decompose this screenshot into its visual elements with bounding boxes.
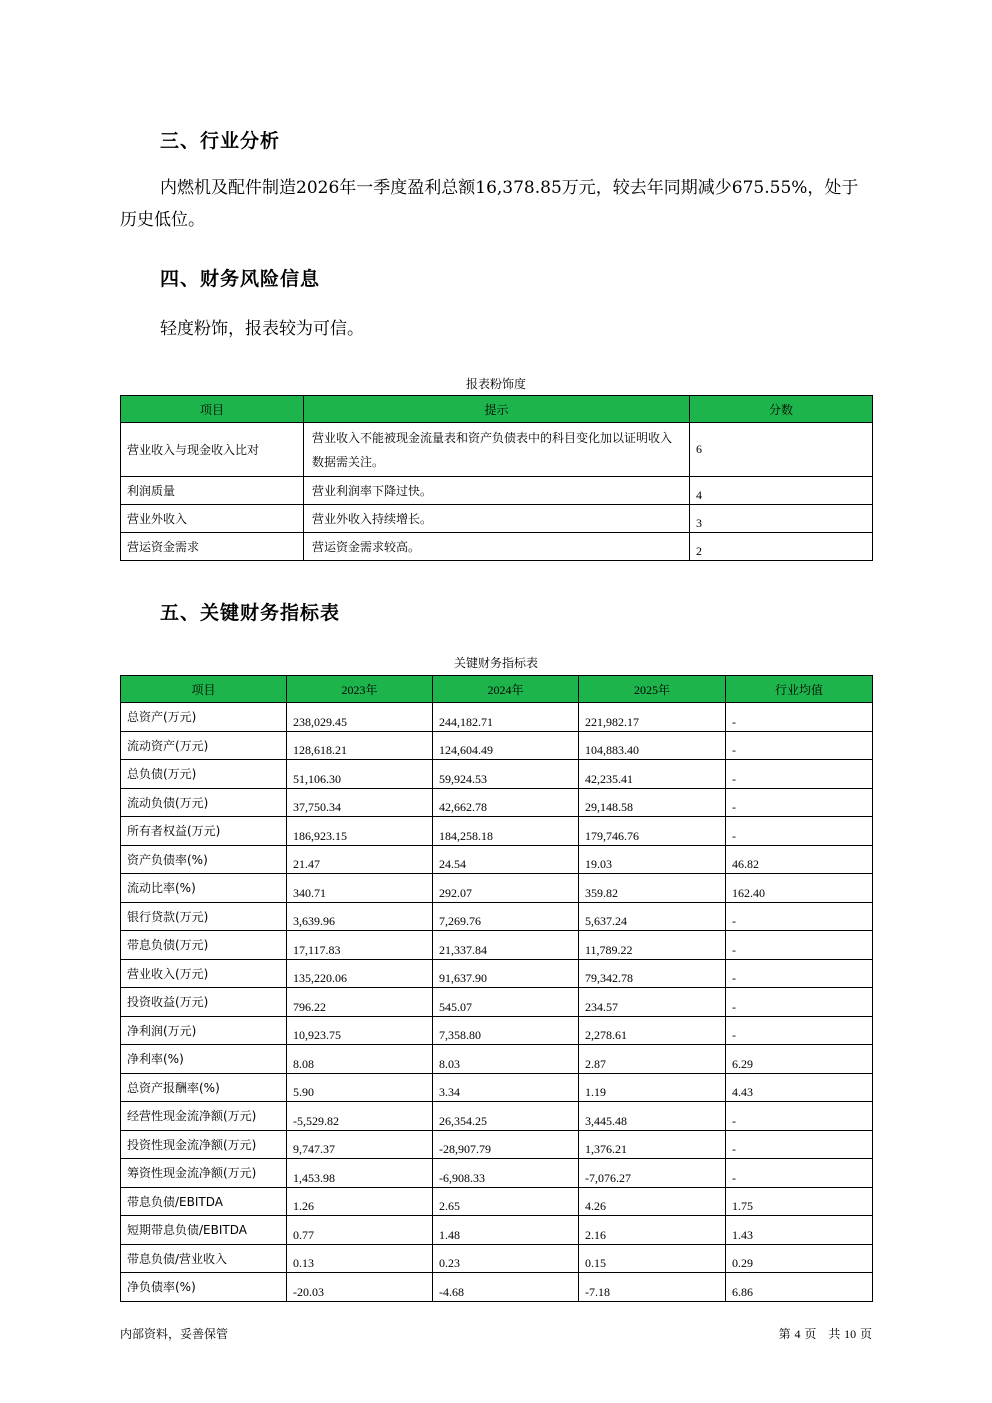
value-cell: -28,907.79 [433,1130,579,1159]
value-cell: 3,445.48 [579,1102,726,1131]
value-cell: 7,358.80 [433,1016,579,1045]
value-cell: 2,278.61 [579,1016,726,1045]
header-cell: 2024年 [433,676,579,703]
section-3-heading: 三、行业分析 [160,130,281,152]
value-cell: 0.13 [287,1244,433,1273]
value-cell: 24.54 [433,845,579,874]
table-row [121,1102,873,1131]
value-cell: 26,354.25 [433,1102,579,1131]
metric-label-cell: 带息负债/EBITDA [121,1187,287,1216]
metric-label-cell: 净利率(%) [121,1045,287,1074]
value-cell: 21,337.84 [433,931,579,960]
header-cell: 行业均值 [726,676,873,703]
metric-label-cell: 营业收入(万元) [121,959,287,988]
value-cell: 1.75 [726,1187,873,1216]
value-cell: 0.29 [726,1244,873,1273]
value-cell: -7.18 [579,1273,726,1302]
risk-table [120,395,873,561]
value-cell: - [726,931,873,960]
value-cell: 7,269.76 [433,902,579,931]
metric-label-cell: 总资产报酬率(%) [121,1073,287,1102]
value-cell: 4.43 [726,1073,873,1102]
value-cell: 4.26 [579,1187,726,1216]
metric-label-cell: 所有者权益(万元) [121,817,287,846]
value-cell: 340.71 [287,874,433,903]
value-cell: 1.26 [287,1187,433,1216]
value-cell: 179,746.76 [579,817,726,846]
value-cell: 0.15 [579,1244,726,1273]
table-row [121,1159,873,1188]
value-cell: 292.07 [433,874,579,903]
value-cell: 1,376.21 [579,1130,726,1159]
score-cell: 6 [690,423,873,477]
metric-label-cell: 总资产(万元) [121,703,287,732]
value-cell: 221,982.17 [579,703,726,732]
value-cell: 79,342.78 [579,959,726,988]
table-row [121,760,873,789]
value-cell: - [726,731,873,760]
page-total: 10 [844,1327,857,1341]
value-cell: 3,639.96 [287,902,433,931]
page-mid: 页 共 [804,1327,841,1341]
section-3-paragraph: 内燃机及配件制造2026年一季度盈利总额16,378.85万元，较去年同期减少675.55%，处于历史低位。 [120,178,859,230]
value-cell: 1.19 [579,1073,726,1102]
metric-label-cell: 净利润(万元) [121,1016,287,1045]
score-cell: 4 [690,477,873,505]
table-row [121,1187,873,1216]
value-cell: 6.86 [726,1273,873,1302]
table-cell: 营运资金需求较高。 [304,533,690,561]
value-cell: 162.40 [726,874,873,903]
value-cell: 2.65 [433,1187,579,1216]
table-cell: 营业外收入持续增长。 [304,505,690,533]
metric-label-cell: 投资性现金流净额(万元) [121,1130,287,1159]
table-row [121,505,873,533]
table-cell: 营业收入不能被现金流量表和资产负债表中的科目变化加以证明收入数据需关注。 [304,423,690,477]
risk-table-caption: 报表粉饰度 [465,377,526,391]
value-cell: - [726,1159,873,1188]
metric-label-cell: 流动资产(万元) [121,731,287,760]
table-row [121,874,873,903]
section-4-paragraph: 轻度粉饰，报表较为可信。 [160,319,364,339]
header-cell: 2025年 [579,676,726,703]
table-row [121,817,873,846]
risk-table-header [121,396,873,423]
table-row [121,731,873,760]
table-row [121,788,873,817]
metric-label-cell: 流动比率(%) [121,874,287,903]
value-cell: 545.07 [433,988,579,1017]
value-cell: 37,750.34 [287,788,433,817]
value-cell: 1.43 [726,1216,873,1245]
score-cell: 3 [690,505,873,533]
page-suffix: 页 [859,1327,872,1341]
value-cell: 21.47 [287,845,433,874]
value-cell: 42,662.78 [433,788,579,817]
table-cell: 营业收入与现金收入比对 [121,423,304,477]
table-row [121,1244,873,1273]
value-cell: 3.34 [433,1073,579,1102]
value-cell: 1,453.98 [287,1159,433,1188]
metric-label-cell: 带息负债(万元) [121,931,287,960]
table-row [121,959,873,988]
metric-label-cell: 带息负债/营业收入 [121,1244,287,1273]
header-cell: 分数 [690,396,873,423]
value-cell: 6.29 [726,1045,873,1074]
table-row [121,1073,873,1102]
table-cell: 营业利润率下降过快。 [304,477,690,505]
table-row [121,988,873,1017]
kpi-table-header [121,676,873,703]
value-cell: 5,637.24 [579,902,726,931]
value-cell: - [726,760,873,789]
value-cell: 8.08 [287,1045,433,1074]
table-row [121,931,873,960]
value-cell: 238,029.45 [287,703,433,732]
value-cell: -6,908.33 [433,1159,579,1188]
value-cell: 124,604.49 [433,731,579,760]
value-cell: - [726,902,873,931]
value-cell: 46.82 [726,845,873,874]
table-row [121,477,873,505]
value-cell: 359.82 [579,874,726,903]
kpi-table-caption: 关键财务指标表 [453,656,538,670]
page-current: 4 [794,1327,801,1341]
value-cell: -5,529.82 [287,1102,433,1131]
section-4-heading: 四、财务风险信息 [160,268,321,290]
value-cell: -4.68 [433,1273,579,1302]
table-row [121,1130,873,1159]
table-row [121,902,873,931]
score-cell: 2 [690,533,873,561]
header-cell: 2023年 [287,676,433,703]
metric-label-cell: 筹资性现金流净额(万元) [121,1159,287,1188]
section-5-heading: 五、关键财务指标表 [160,602,341,624]
value-cell: 184,258.18 [433,817,579,846]
value-cell: - [726,1016,873,1045]
footer-page-number [779,1325,872,1342]
value-cell: 19.03 [579,845,726,874]
value-cell: 91,637.90 [433,959,579,988]
value-cell: 244,182.71 [433,703,579,732]
value-cell: 10,923.75 [287,1016,433,1045]
metric-label-cell: 银行贷款(万元) [121,902,287,931]
metric-label-cell: 投资收益(万元) [121,988,287,1017]
value-cell: - [726,817,873,846]
value-cell: - [726,703,873,732]
value-cell: 0.77 [287,1216,433,1245]
value-cell: 51,106.30 [287,760,433,789]
table-row [121,423,873,477]
page-prefix: 第 [778,1327,791,1341]
value-cell: 0.23 [433,1244,579,1273]
value-cell: - [726,1130,873,1159]
footer-confidential-note: 内部资料，妥善保管 [120,1327,229,1341]
metric-label-cell: 经营性现金流净额(万元) [121,1102,287,1131]
value-cell: 104,883.40 [579,731,726,760]
table-row [121,703,873,732]
value-cell: - [726,788,873,817]
table-row [121,845,873,874]
metric-label-cell: 资产负债率(%) [121,845,287,874]
value-cell: 2.87 [579,1045,726,1074]
metric-label-cell: 短期带息负债/EBITDA [121,1216,287,1245]
value-cell: 234.57 [579,988,726,1017]
table-row [121,533,873,561]
value-cell: 9,747.37 [287,1130,433,1159]
value-cell: 128,618.21 [287,731,433,760]
value-cell: 59,924.53 [433,760,579,789]
table-cell: 利润质量 [121,477,304,505]
table-cell: 营业外收入 [121,505,304,533]
value-cell: 135,220.06 [287,959,433,988]
table-row [121,1216,873,1245]
value-cell: 2.16 [579,1216,726,1245]
table-row [121,1016,873,1045]
value-cell: - [726,1102,873,1131]
value-cell: 29,148.58 [579,788,726,817]
value-cell: 8.03 [433,1045,579,1074]
header-cell: 提示 [304,396,690,423]
kpi-table-body [121,703,873,1302]
header-cell: 项目 [121,396,304,423]
metric-label-cell: 净负债率(%) [121,1273,287,1302]
kpi-table [120,675,873,1302]
value-cell: - [726,959,873,988]
value-cell: -20.03 [287,1273,433,1302]
header-cell: 项目 [121,676,287,703]
value-cell: -7,076.27 [579,1159,726,1188]
value-cell: 42,235.41 [579,760,726,789]
metric-label-cell: 总负债(万元) [121,760,287,789]
value-cell: 186,923.15 [287,817,433,846]
table-row [121,1273,873,1302]
value-cell: 17,117.83 [287,931,433,960]
value-cell: - [726,988,873,1017]
table-cell: 营运资金需求 [121,533,304,561]
metric-label-cell: 流动负债(万元) [121,788,287,817]
table-row [121,1045,873,1074]
value-cell: 796.22 [287,988,433,1017]
value-cell: 5.90 [287,1073,433,1102]
value-cell: 1.48 [433,1216,579,1245]
value-cell: 11,789.22 [579,931,726,960]
